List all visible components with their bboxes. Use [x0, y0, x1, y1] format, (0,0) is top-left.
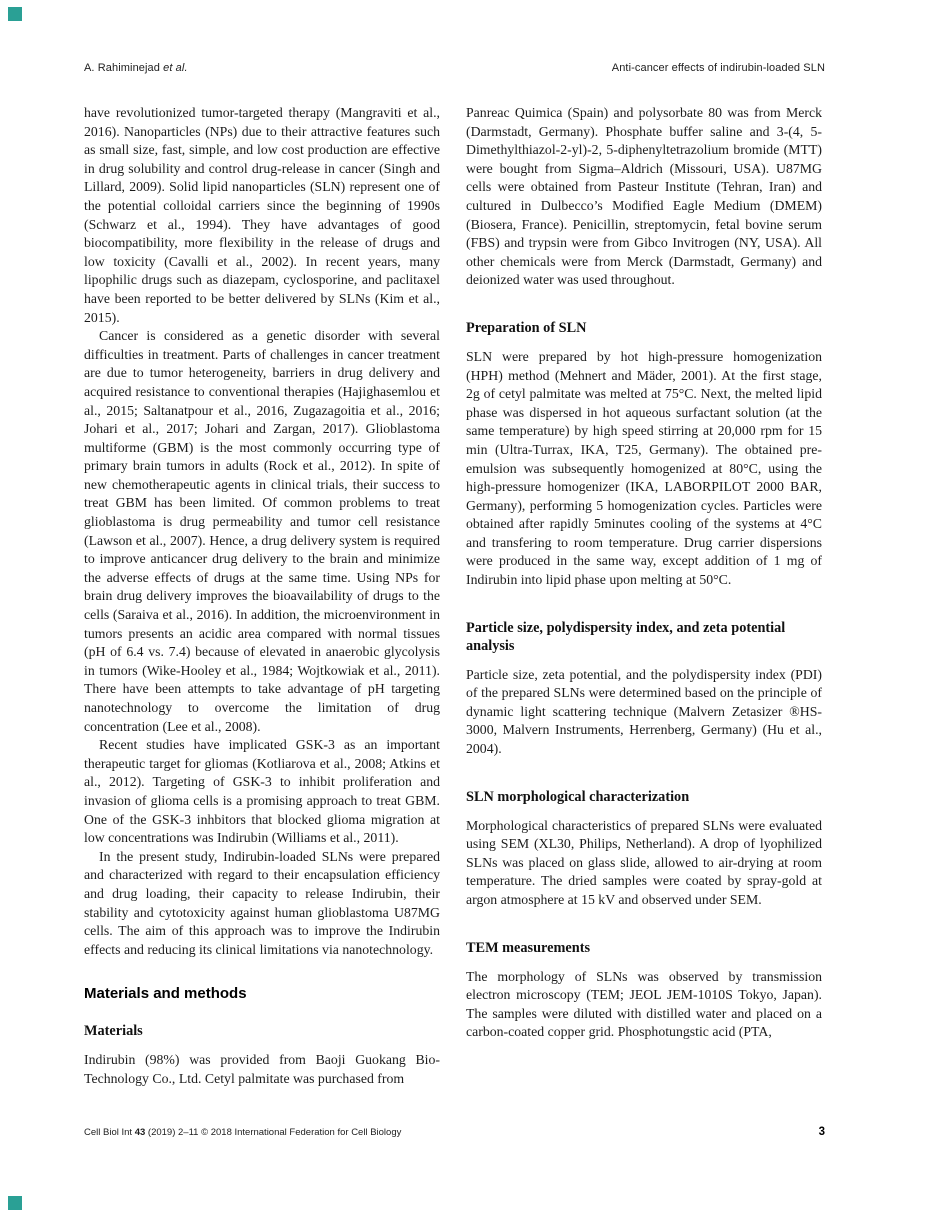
subsection-heading-materials: Materials: [84, 1023, 143, 1040]
running-head-etal: et al.: [163, 62, 188, 74]
footer-citation-suffix: (2019) 2–11 © 2018 International Federation for Cell Biology: [145, 1127, 402, 1138]
subsection-heading-preparation-of-sln: Preparation of SLN: [466, 319, 587, 336]
corner-marker-top-left: [8, 7, 22, 21]
footer-citation-prefix: Cell Biol Int: [84, 1127, 135, 1138]
body-paragraph: The morphology of SLNs was observed by transmission electron microscopy (TEM; JEOL JEM-1010S Tokyo, Japan). The samples were diluted with distilled water and placed on a carbon-coated copper grid. Phosphotungstic acid (PTA,: [466, 968, 822, 1040]
running-head: [84, 62, 825, 74]
page-footer: [84, 1126, 825, 1138]
subsection-heading-sln-morphological-characterization: SLN morphological characterization: [466, 788, 690, 805]
page-number: 3: [818, 1126, 825, 1138]
body-paragraph: Particle size, zeta potential, and the polydispersity index (PDI) of the prepared SLNs were determined based on the principle of dynamic light scattering technique (Malvern Zetasizer ®HS-3000, Malvern Instruments, Herrenberg, Germany) (Hu et al., 2004).: [466, 666, 822, 757]
section-heading-materials-and-methods: Materials and methods: [84, 985, 247, 1003]
body-paragraph: have revolutionized tumor-targeted therapy (Mangraviti et al., 2016). Nanoparticles (NPs) due to their attractive features such as small size, fast, simple, and low cost production are effective in drug solubility and control drug-release in cancer (Singh and Lillard, 2009). Solid lipid nanoparticles (SLN) represent one of the potential colloidal carriers since the beginning of 1990s (Schwarz et al., 1994). They have advantages of good biocompatibility, more flexibility in the release of drugs and low toxicity (Cavalli et al., 2002). In recent years, many lipophilic drugs such as diazepam, cyclosporine, and paclitaxel have been reported to be better delivered by SLNs (Kim et al., 2015).: [84, 105, 440, 325]
running-head-authors: [84, 62, 188, 74]
running-head-title: Anti-cancer effects of indirubin-loaded SLN: [611, 62, 825, 74]
body-paragraph: In the present study, Indirubin-loaded SLNs were prepared and characterized with regard to their encapsulation efficiency and drug loading, their capacity to release Indirubin, their stability and cytotoxicity against human glioblastoma U87MG cells. The aim of this approach was to improve the Indirubin effects and reducing its clinical limitations via nanotechnology.: [84, 848, 440, 957]
left-column: [84, 104, 440, 1089]
body-paragraph: Morphological characteristics of prepared SLNs were evaluated using SEM (XL30, Philips, Netherland). A drop of lyophilized SLNs was placed on glass slide, allowed to air-drying at room temperature. The dried samples were coated by spray-gold at argon atmosphere at 15 kV and observed under SEM.: [466, 817, 822, 907]
subsection-heading-particle-size-analysis: Particle size, polydispersity index, and zeta potential analysis: [466, 619, 786, 654]
body-paragraph: Recent studies have implicated GSK-3 as an important therapeutic target for gliomas (Kotliarova et al., 2008; Atkins et al., 2012). Targeting of GSK-3 to inhibit proliferation and invasion of glioma cells is a promising approach to treat GBM. One of the GSK-3 inhbitors that blocked glioma migration at low concentrations was Indirubin (Williams et al., 2011).: [84, 737, 440, 846]
footer-volume: 43: [134, 1127, 146, 1138]
article-body: [84, 104, 822, 1089]
footer-citation: [84, 1127, 401, 1138]
body-paragraph: Cancer is considered as a genetic disorder with several difficulties in treatment. Parts of challenges in cancer treatment are due to tumor heterogeneity, barriers in drug delivery and acquired resistance to conventional therapies (Hajighasemlou et al., 2015; Saltanatpour et al., 2016, Zugazagoitia et al., 2016; Johari et al., 2017; Johari and Zargan, 2017). Glioblastoma multiforme (GBM) is the most commonly occurring type of primary brain tumors in adults (Rock et al., 2012). In spite of new chemotherapeutic agents in clinical trials, their success to treat GBM has been limited. Of common problems to treat glioblastoma is drug permeability and tumor cell resistance (Lawson et al., 2007). Hence, a drug delivery system is required to improve anticancer drug delivery to the brain and minimize the adverse effects of drugs at the same time. Using NPs for brain drug delivery improves the bioavailability of drugs to the cells (Saraiva et al., 2016). In addition, the microenvironment in tumors presents an acidic area compared with normal tissues (pH of 6.4 vs. 7.4) because of elevated in anaerobic glycolysis in tumors (Wike-Hooley et al., 1984; Wojtkowiak et al., 2011). There have been attempts to take advantage of pH targeting nanotechnology to overcome the limitation of drug concentration (Lee et al., 2008).: [84, 328, 440, 734]
body-paragraph: Indirubin (98%) was provided from Baoji Guokang Bio-Technology Co., Ltd. Cetyl palmitate was purchased from: [84, 1052, 440, 1086]
right-column: [466, 104, 822, 1089]
body-paragraph: SLN were prepared by hot high-pressure homogenization (HPH) method (Mehnert and Mäder, 2001). At the first stage, 2g of cetyl palmitate was melted at 75°C. Next, the melted lipid phase was dispersed in hot aqueous surfactant solution (at the same temperature) by high speed stirring at 20,000 rpm for 15 min (Ultra-Turrax, IKA, T25, Germany). The obtained pre-emulsion was subsequently homogenized at 80°C, using the high-pressure homogenizer (IKA, LABORPILOT 2000 BAR, Germany), performing 5 homogenization cycles. Particles were obtained after rapidly 5minutes cooling of the systems at 4°C and transfering to room temperature. Drug carrier dispersions were produced in the same way, except addition of 1 mg of Indirubin into lipid phase upon melting at 50°C.: [466, 348, 822, 588]
subsection-heading-tem-measurements: TEM measurements: [466, 939, 591, 956]
running-head-author-name: A. Rahiminejad: [84, 62, 164, 74]
corner-marker-bottom-left: [8, 1196, 22, 1210]
body-paragraph: Panreac Quimica (Spain) and polysorbate 80 was from Merck (Darmstadt, Germany). Phosphate buffer saline and 3-(4, 5-Dimethylthiazol-2-yl)-2, 5-diphenyltetrazolium bromide (MTT) were bought from Sigma–Aldrich (Missouri, USA). U87MG cells were obtained from Pasteur Institute (Tehran, Iran) and cultured in Dulbecco’s Modified Eagle Medium (DMEM) (Biosera, France). Penicillin, streptomycin, fetal bovine serum (FBS) and trypsin were from Gibco Invitrogen (NY, USA). All other chemicals were from Merck (Darmstadt, Germany) and deionized water was used throughout.: [466, 105, 822, 288]
